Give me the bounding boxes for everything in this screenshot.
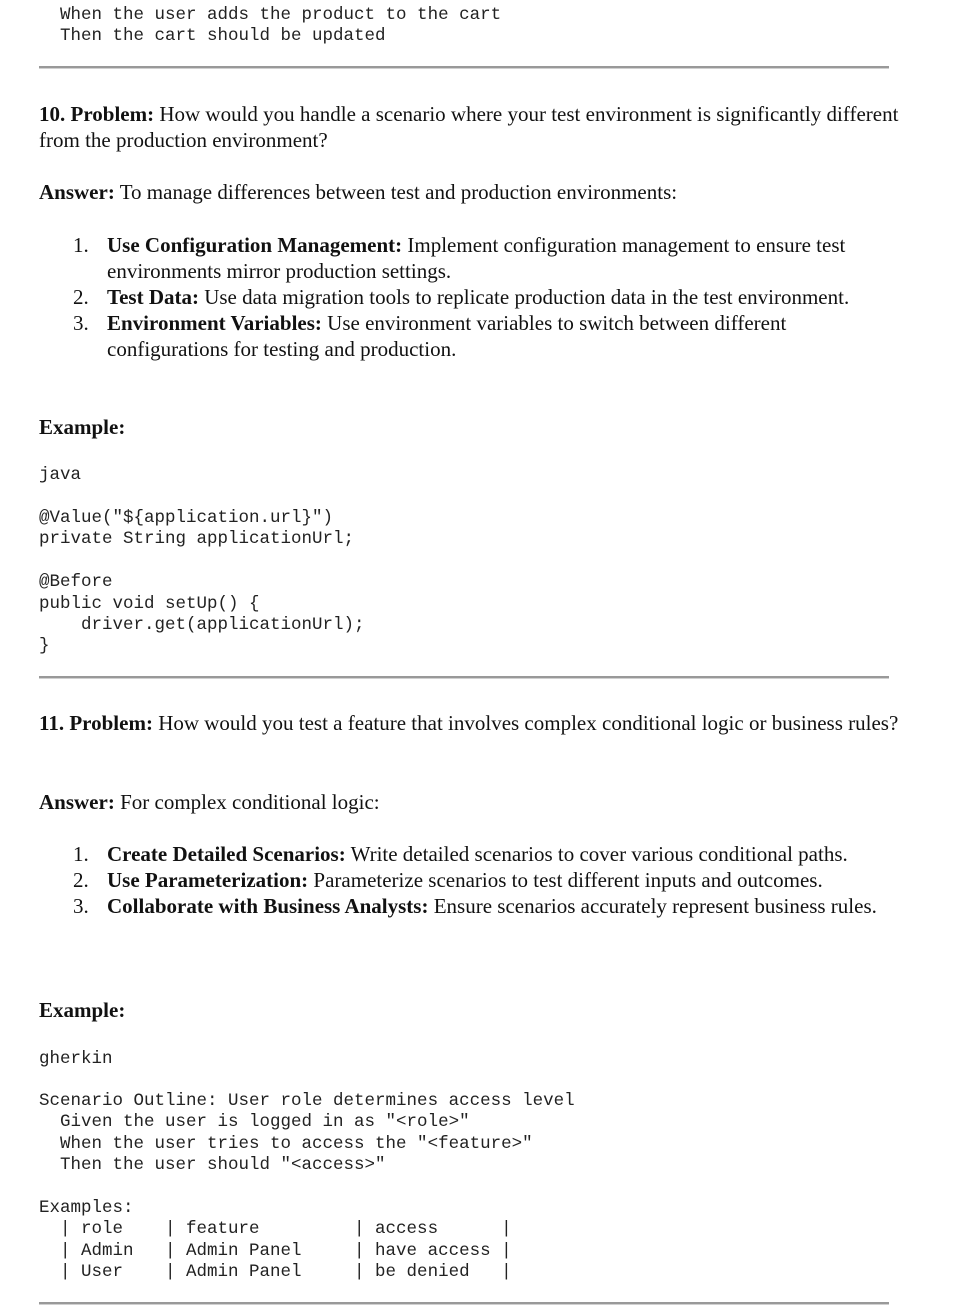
answer-text: To manage differences between test and production environments:: [114, 180, 678, 204]
example-heading: Example:: [39, 415, 126, 439]
question-10-steps: [39, 232, 899, 362]
list-item: [39, 867, 899, 893]
example-heading: Example:: [39, 998, 126, 1022]
list-item-label: Collaborate with Business Analysts:: [107, 894, 429, 918]
list-item: [39, 232, 899, 284]
list-number: 2.: [73, 868, 89, 892]
list-item-label: Create Detailed Scenarios:: [107, 842, 346, 866]
list-item-text: Use data migration tools to replicate production data in the test environment.: [198, 285, 850, 309]
list-number: 2.: [73, 285, 89, 309]
answer-label: Answer:: [39, 790, 115, 814]
question-11-steps: [39, 841, 899, 919]
problem-label: 10. Problem:: [39, 102, 155, 126]
java-code-block: @Value("${application.url}") private String applicationUrl; @Before public void setUp() { driver.get(applicationUrl); }: [39, 508, 365, 657]
list-item-text: Parameterize scenarios to test different inputs and outcomes.: [308, 868, 823, 892]
list-item-label: Environment Variables:: [107, 311, 322, 335]
list-number: 3.: [73, 894, 89, 918]
problem-label: 11. Problem:: [39, 711, 153, 735]
code-block-continued: When the user adds the product to the cart Then the cart should be updated: [60, 5, 502, 47]
code-language-label: java: [39, 465, 82, 485]
list-item-text: Use environment variables to switch between different configurations for testing and production.: [107, 311, 787, 361]
list-item: [39, 893, 899, 919]
list-number: 3.: [73, 311, 89, 335]
list-item: [39, 284, 899, 310]
list-number: 1.: [73, 842, 89, 866]
answer-text: For complex conditional logic:: [114, 790, 380, 814]
code-language-label: gherkin: [39, 1049, 113, 1069]
answer-label: Answer:: [39, 180, 115, 204]
list-item: [39, 310, 899, 362]
list-number: 1.: [73, 233, 89, 257]
question-10-problem: [39, 101, 899, 153]
list-item-text: Implement configuration management to ensure test environments mirror production settings.: [107, 233, 846, 283]
list-item: [39, 841, 899, 867]
list-item-label: Test Data:: [107, 285, 199, 309]
question-10-answer: [39, 179, 899, 205]
list-item-text: Write detailed scenarios to cover various conditional paths.: [345, 842, 848, 866]
list-item-text: Ensure scenarios accurately represent business rules.: [428, 894, 877, 918]
divider: [39, 676, 889, 679]
list-item-label: Use Configuration Management:: [107, 233, 403, 257]
list-item-label: Use Parameterization:: [107, 868, 309, 892]
divider: [39, 66, 889, 69]
divider: [39, 1302, 889, 1305]
gherkin-code-block: Scenario Outline: User role determines access level Given the user is logged in as "<role>" When the user tries to access the "<feature>" Then the user should "<access>" Examples: | role | feature | access | | Admin | Admin Panel | have access | | User | Admin Panel | be denied |: [39, 1091, 575, 1283]
question-11-answer: [39, 789, 899, 815]
problem-text: How would you test a feature that involves complex conditional logic or business rules?: [152, 711, 899, 735]
question-11-problem: [39, 710, 899, 736]
problem-text: How would you handle a scenario where your test environment is significantly different from the production environment?: [39, 102, 899, 152]
